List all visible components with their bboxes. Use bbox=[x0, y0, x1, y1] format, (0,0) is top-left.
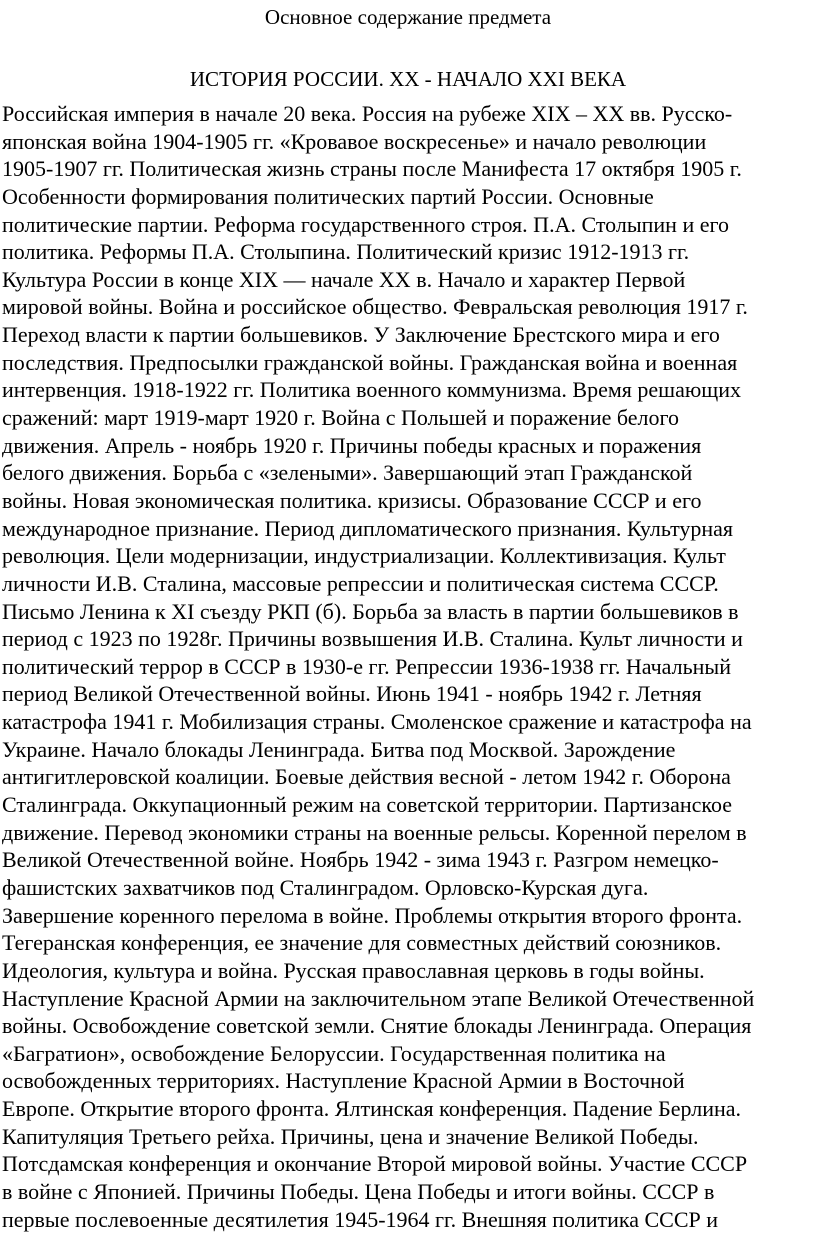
body-line: движение. Перевод экономики страны на военные рельсы. Коренной перелом в bbox=[2, 819, 747, 845]
body-line: катастрофа 1941 г. Мобилизация страны. Смоленское сражение и катастрофа на bbox=[2, 709, 752, 735]
body-line: период с 1923 по 1928г. Причины возвышения И.В. Сталина. Культ личности и bbox=[2, 626, 743, 652]
body-line: Идеология, культура и война. Русская православная церковь в годы войны. bbox=[2, 957, 705, 983]
body-line: политика. Реформы П.А. Столыпина. Политический кризис 1912-1913 гг. bbox=[2, 239, 690, 265]
body-line: Великой Отечественной войне. Ноябрь 1942 - зима 1943 г. Разгром немецко- bbox=[2, 847, 719, 873]
body-line: мировой войны. Война и российское общество. Февральская революция 1917 г. bbox=[2, 294, 748, 320]
document-subtitle: Основное содержание предмета bbox=[264, 5, 552, 29]
body-line: революция. Цели модернизации, индустриализации. Коллективизация. Культ bbox=[2, 543, 726, 569]
body-line: последствия. Предпосылки гражданской войны. Гражданская война и военная bbox=[2, 349, 738, 375]
body-line: Украине. Начало блокады Ленинграда. Битва под Москвой. Зарождение bbox=[2, 736, 676, 762]
document-title: ИСТОРИЯ РОССИИ. XX - НАЧАЛО XXI ВЕКА bbox=[189, 67, 627, 91]
body-line: фашистских захватчиков под Сталинградом. Орловско-Курская дуга. bbox=[2, 874, 649, 900]
body-line: Переход власти к партии большевиков. У Заключение Брестского мира и его bbox=[2, 322, 720, 348]
body-line: «Багратион», освобождение Белоруссии. Государственная политика на bbox=[2, 1040, 666, 1066]
body-line: политический террор в СССР в 1930-е гг. Репрессии 1936-1938 гг. Начальный bbox=[2, 653, 731, 679]
body-line: период Великой Отечественной войны. Июнь 1941 - ноябрь 1942 г. Летняя bbox=[2, 681, 702, 707]
body-line: сражений: март 1919-март 1920 г. Война с Польшей и поражение белого bbox=[2, 405, 679, 431]
body-line: освобожденных территориях. Наступление Красной Армии в Восточной bbox=[2, 1068, 685, 1094]
body-line: международное признание. Период дипломатического признания. Культурная bbox=[2, 515, 734, 541]
body-line: войны. Новая экономическая политика. кризисы. Образование СССР и его bbox=[2, 487, 702, 513]
body-line: Культура России в конце XIX — начале XX в. Начало и характер Первой bbox=[2, 266, 686, 292]
body-line: Наступление Красной Армии на заключительном этапе Великой Отечественной bbox=[2, 985, 755, 1011]
body-line: Европе. Открытие второго фронта. Ялтинская конференция. Падение Берлина. bbox=[2, 1096, 742, 1122]
body-line: войны. Освобождение советской земли. Снятие блокады Ленинграда. Операция bbox=[2, 1013, 752, 1039]
body-line: личности И.В. Сталина, массовые репрессии и политическая система СССР. bbox=[2, 570, 719, 596]
body-line: в войне с Японией. Причины Победы. Цена Победы и итоги войны. СССР в bbox=[2, 1178, 715, 1204]
body-line: Сталинграда. Оккупационный режим на советской территории. Партизанское bbox=[2, 792, 732, 818]
document-body bbox=[2, 100, 814, 1233]
body-line: Тегеранская конференция, ее значение для совместных действий союзников. bbox=[2, 930, 722, 956]
body-line: Завершение коренного перелома в войне. Проблемы открытия второго фронта. bbox=[2, 902, 743, 928]
body-line: японская война 1904-1905 гг. «Кровавое воскресенье» и начало революции bbox=[2, 128, 707, 154]
body-line: Особенности формирования политических партий России. Основные bbox=[2, 183, 654, 209]
body-line: белого движения. Борьба с «зелеными». Завершающий этап Гражданской bbox=[2, 460, 693, 486]
body-line: интервенция. 1918-1922 гг. Политика военного коммунизма. Время решающих bbox=[2, 377, 741, 403]
body-line: политические партии. Реформа государственного строя. П.А. Столыпин и его bbox=[2, 211, 729, 237]
body-line: Российская империя в начале 20 века. Россия на рубеже XIX – XX вв. Русско- bbox=[2, 101, 733, 126]
body-line: Письмо Ленина к XI съезду РКП (б). Борьба за власть в партии большевиков в bbox=[2, 598, 739, 624]
body-line: 1905-1907 гг. Политическая жизнь страны после Манифеста 17 октября 1905 г. bbox=[2, 156, 742, 182]
body-line: Капитуляция Третьего рейха. Причины, цена и значение Великой Победы. bbox=[2, 1123, 699, 1149]
body-line: движения. Апрель - ноябрь 1920 г. Причины победы красных и поражения bbox=[2, 432, 702, 458]
body-line: антигитлеровской коалиции. Боевые действия весной - летом 1942 г. Оборона bbox=[2, 764, 731, 790]
body-line: Потсдамская конференция и окончание Второй мировой войны. Участие СССР bbox=[2, 1151, 748, 1177]
body-line: первые послевоенные десятилетия 1945-1964 гг. Внешняя политика СССР и bbox=[2, 1206, 719, 1232]
